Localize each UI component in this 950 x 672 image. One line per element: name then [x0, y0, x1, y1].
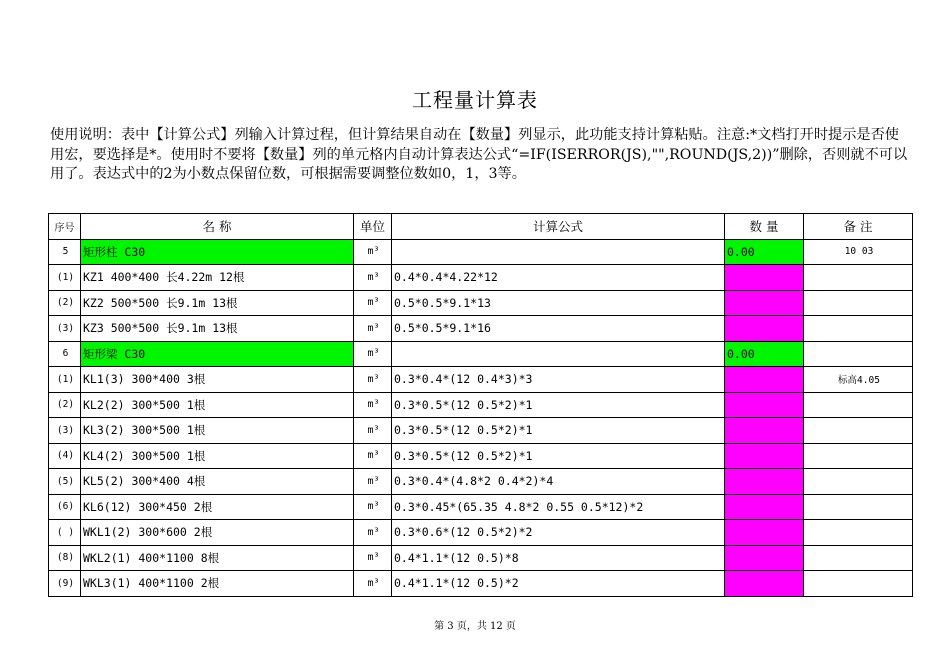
cell-seq: (3)	[49, 316, 81, 342]
cell-seq: (9)	[49, 571, 81, 597]
header-quantity: 数 量	[725, 214, 804, 240]
cell-formula[interactable]: 0.5*0.5*9.1*16	[392, 316, 725, 342]
cell-formula[interactable]: 0.5*0.5*9.1*13	[392, 290, 725, 316]
cell-quantity[interactable]: 0.00	[725, 341, 804, 367]
cell-unit[interactable]: m³	[354, 290, 392, 316]
cell-unit[interactable]: m³	[354, 494, 392, 520]
cell-unit[interactable]: m³	[354, 418, 392, 444]
cell-name[interactable]: KL1(3) 300*400 3根	[81, 367, 354, 393]
cell-seq: (4)	[49, 443, 81, 469]
cell-quantity[interactable]: 0.00	[725, 239, 804, 265]
table-row	[49, 443, 913, 469]
cell-name[interactable]: KL2(2) 300*500 1根	[81, 392, 354, 418]
cell-name[interactable]: KZ1 400*400 长4.22m 12根	[81, 265, 354, 291]
cell-formula[interactable]: 0.3*0.45*(65.35 4.8*2 0.55 0.5*12)*2	[392, 494, 725, 520]
cell-seq: (1)	[49, 265, 81, 291]
cell-note[interactable]	[804, 571, 913, 597]
usage-instructions: 使用说明：表中【计算公式】列输入计算过程，但计算结果自动在【数量】列显示，此功能支持计算粘贴。注意:*文档打开时提示是否使用宏，要选择是*。使用时不要将【数量】列的单元格内自动计算表达公式“=IF(ISERROR(JS),"",ROUND(JS,2))”删除，否则就不可以用了。表达式中的2为小数点保留位数，可根据需要调整位数如0，1，3等。	[50, 127, 908, 182]
cell-formula[interactable]: 0.3*0.5*(12 0.5*2)*1	[392, 418, 725, 444]
cell-note[interactable]	[804, 392, 913, 418]
cell-unit[interactable]: m³	[354, 443, 392, 469]
table-row	[49, 469, 913, 495]
table-row	[49, 392, 913, 418]
cell-name[interactable]: WKL3(1) 400*1100 2根	[81, 571, 354, 597]
cell-name[interactable]: KL3(2) 300*500 1根	[81, 418, 354, 444]
cell-note[interactable]	[804, 545, 913, 571]
cell-note[interactable]	[804, 418, 913, 444]
header-unit: 单位	[354, 214, 392, 240]
cell-unit[interactable]: m³	[354, 571, 392, 597]
header-seq: 序号	[49, 214, 81, 240]
cell-quantity[interactable]	[725, 571, 804, 597]
quantity-table	[48, 213, 913, 597]
cell-seq: ( )	[49, 520, 81, 546]
cell-unit[interactable]: m³	[354, 392, 392, 418]
cell-formula[interactable]: 0.3*0.5*(12 0.5*2)*1	[392, 392, 725, 418]
cell-quantity[interactable]	[725, 469, 804, 495]
cell-quantity[interactable]	[725, 443, 804, 469]
cell-name[interactable]: KL6(12) 300*450 2根	[81, 494, 354, 520]
cell-unit[interactable]: m³	[354, 341, 392, 367]
cell-formula[interactable]: 0.4*1.1*(12 0.5)*2	[392, 571, 725, 597]
cell-seq: 5	[49, 239, 81, 265]
cell-formula[interactable]: 0.4*0.4*4.22*12	[392, 265, 725, 291]
cell-seq: 6	[49, 341, 81, 367]
table-row	[49, 290, 913, 316]
cell-note[interactable]: 10 03	[804, 239, 913, 265]
cell-name[interactable]: KZ2 500*500 长9.1m 13根	[81, 290, 354, 316]
cell-unit[interactable]: m³	[354, 265, 392, 291]
table-row	[49, 265, 913, 291]
cell-formula[interactable]: 0.3*0.6*(12 0.5*2)*2	[392, 520, 725, 546]
page-footer: 第 3 页，共 12 页	[434, 621, 516, 632]
cell-quantity[interactable]	[725, 367, 804, 393]
header-note: 备 注	[804, 214, 913, 240]
cell-quantity[interactable]	[725, 545, 804, 571]
cell-note[interactable]	[804, 494, 913, 520]
header-name: 名 称	[81, 214, 354, 240]
cell-unit[interactable]: m³	[354, 367, 392, 393]
cell-formula[interactable]: 0.3*0.5*(12 0.5*2)*1	[392, 443, 725, 469]
cell-note[interactable]	[804, 290, 913, 316]
cell-seq: (2)	[49, 290, 81, 316]
cell-unit[interactable]: m³	[354, 469, 392, 495]
cell-quantity[interactable]	[725, 494, 804, 520]
cell-note[interactable]: 标高4.05	[804, 367, 913, 393]
cell-quantity[interactable]	[725, 392, 804, 418]
cell-name[interactable]: KL5(2) 300*400 4根	[81, 469, 354, 495]
cell-unit[interactable]: m³	[354, 545, 392, 571]
cell-unit[interactable]: m³	[354, 316, 392, 342]
cell-quantity[interactable]	[725, 316, 804, 342]
cell-name[interactable]: WKL2(1) 400*1100 8根	[81, 545, 354, 571]
cell-seq: (6)	[49, 494, 81, 520]
table-row	[49, 341, 913, 367]
cell-name[interactable]: 矩形梁 C30	[81, 341, 354, 367]
table-row	[49, 316, 913, 342]
table-row	[49, 367, 913, 393]
cell-note[interactable]	[804, 341, 913, 367]
cell-name[interactable]: KZ3 500*500 长9.1m 13根	[81, 316, 354, 342]
cell-quantity[interactable]	[725, 265, 804, 291]
cell-formula[interactable]: 0.4*1.1*(12 0.5)*8	[392, 545, 725, 571]
cell-unit[interactable]: m³	[354, 520, 392, 546]
cell-quantity[interactable]	[725, 290, 804, 316]
cell-seq: (5)	[49, 469, 81, 495]
table-row	[49, 520, 913, 546]
cell-name[interactable]: 矩形柱 C30	[81, 239, 354, 265]
cell-name[interactable]: KL4(2) 300*500 1根	[81, 443, 354, 469]
cell-formula[interactable]: 0.3*0.4*(4.8*2 0.4*2)*4	[392, 469, 725, 495]
cell-formula[interactable]	[392, 341, 725, 367]
cell-unit[interactable]: m³	[354, 239, 392, 265]
cell-seq: (3)	[49, 418, 81, 444]
table-row	[49, 418, 913, 444]
table-row	[49, 494, 913, 520]
cell-name[interactable]: WKL1(2) 300*600 2根	[81, 520, 354, 546]
cell-seq: (1)	[49, 367, 81, 393]
header-formula: 计算公式	[392, 214, 725, 240]
table-header-row	[49, 214, 913, 240]
cell-note[interactable]	[804, 265, 913, 291]
cell-note[interactable]	[804, 520, 913, 546]
cell-formula[interactable]	[392, 239, 725, 265]
cell-seq: (2)	[49, 392, 81, 418]
cell-note[interactable]	[804, 316, 913, 342]
cell-formula[interactable]: 0.3*0.4*(12 0.4*3)*3	[392, 367, 725, 393]
table-row	[49, 239, 913, 265]
table-row	[49, 545, 913, 571]
table-row	[49, 571, 913, 597]
page-title: 工程量计算表	[412, 88, 538, 112]
cell-seq: (8)	[49, 545, 81, 571]
cell-note[interactable]	[804, 469, 913, 495]
cell-note[interactable]	[804, 443, 913, 469]
cell-quantity[interactable]	[725, 520, 804, 546]
cell-quantity[interactable]	[725, 418, 804, 444]
